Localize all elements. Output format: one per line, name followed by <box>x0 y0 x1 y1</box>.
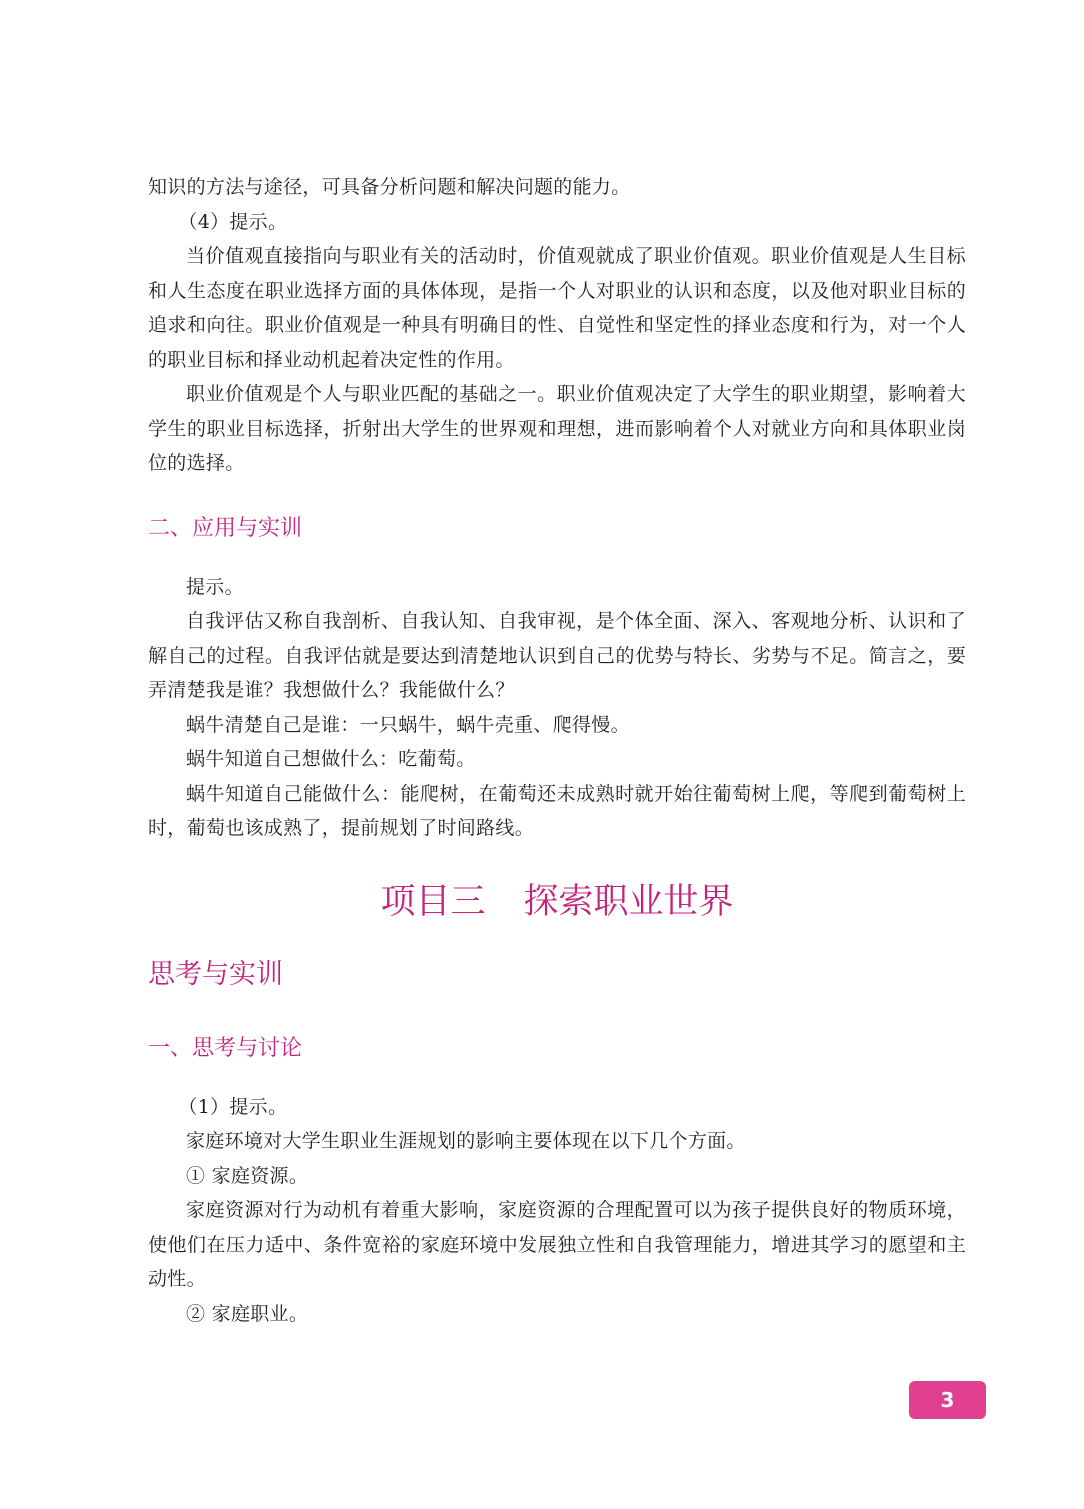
paragraph: 蜗牛清楚自己是谁：一只蜗牛，蜗牛壳重、爬得慢。 <box>186 713 630 736</box>
section-heading-application: 二、应用与实训 <box>148 515 303 541</box>
paragraph: 蜗牛知道自己能做什么：能爬树，在葡萄还未成熟时就开始往葡萄树上爬，等爬到葡萄树上时，葡萄也该成熟了，提前规划了时间路线。 <box>148 782 966 839</box>
paragraph: 蜗牛知道自己想做什么：吃葡萄。 <box>186 748 476 770</box>
page-content <box>148 170 966 1331</box>
section-heading-thinking-practice: 思考与实训 <box>148 958 283 990</box>
project-name: 探索职业世界 <box>523 881 734 922</box>
continued-line: 知识的方法与途径，可具备分析问题和解决问题的能力。 <box>148 176 631 198</box>
project-title <box>148 874 966 924</box>
subsection-heading-discussion: 一、思考与讨论 <box>148 1035 303 1061</box>
paragraph: 家庭环境对大学生职业生涯规划的影响主要体现在以下几个方面。 <box>186 1130 746 1152</box>
paragraph: 职业价值观是个人与职业匹配的基础之一。职业价值观决定了大学生的职业期望，影响着大学生的职业目标选择，折射出大学生的世界观和理想，进而影响着个人对就业方向和具体职业岗位的选择。 <box>148 383 966 474</box>
paragraph: 当价值观直接指向与职业有关的活动时，价值观就成了职业价值观。职业价值观是人生目标和人生态度在职业选择方面的具体体现，是指一个人对职业的认识和态度，以及他对职业目标的追求和向往。职业价值观是一种具有明确目的性、自觉性和坚定性的择业态度和行为，对一个人的职业目标和择业动机起着决定性的作用。 <box>148 245 966 371</box>
hint: 提示。 <box>186 575 244 598</box>
page-number-badge: 3 <box>909 1381 986 1419</box>
paragraph: 自我评估又称自我剖析、自我认知、自我审视，是个体全面、深入、客观地分析、认识和了解自己的过程。自我评估就是要达到清楚地认识到自己的优势与特长、劣势与不足。简言之，要弄清楚我是谁？我想做什么？我能做什么？ <box>148 610 966 701</box>
hint-4: （4）提示。 <box>178 210 288 233</box>
hint-1: （1）提示。 <box>178 1095 288 1118</box>
list-item: ② 家庭职业。 <box>186 1302 309 1325</box>
project-number: 项目三 <box>380 881 486 922</box>
paragraph: 家庭资源对行为动机有着重大影响，家庭资源的合理配置可以为孩子提供良好的物质环境，使他们在压力适中、条件宽裕的家庭环境中发展独立性和自我管理能力，增进其学习的愿望和主动性。 <box>148 1199 966 1290</box>
list-item: ① 家庭资源。 <box>186 1164 309 1187</box>
